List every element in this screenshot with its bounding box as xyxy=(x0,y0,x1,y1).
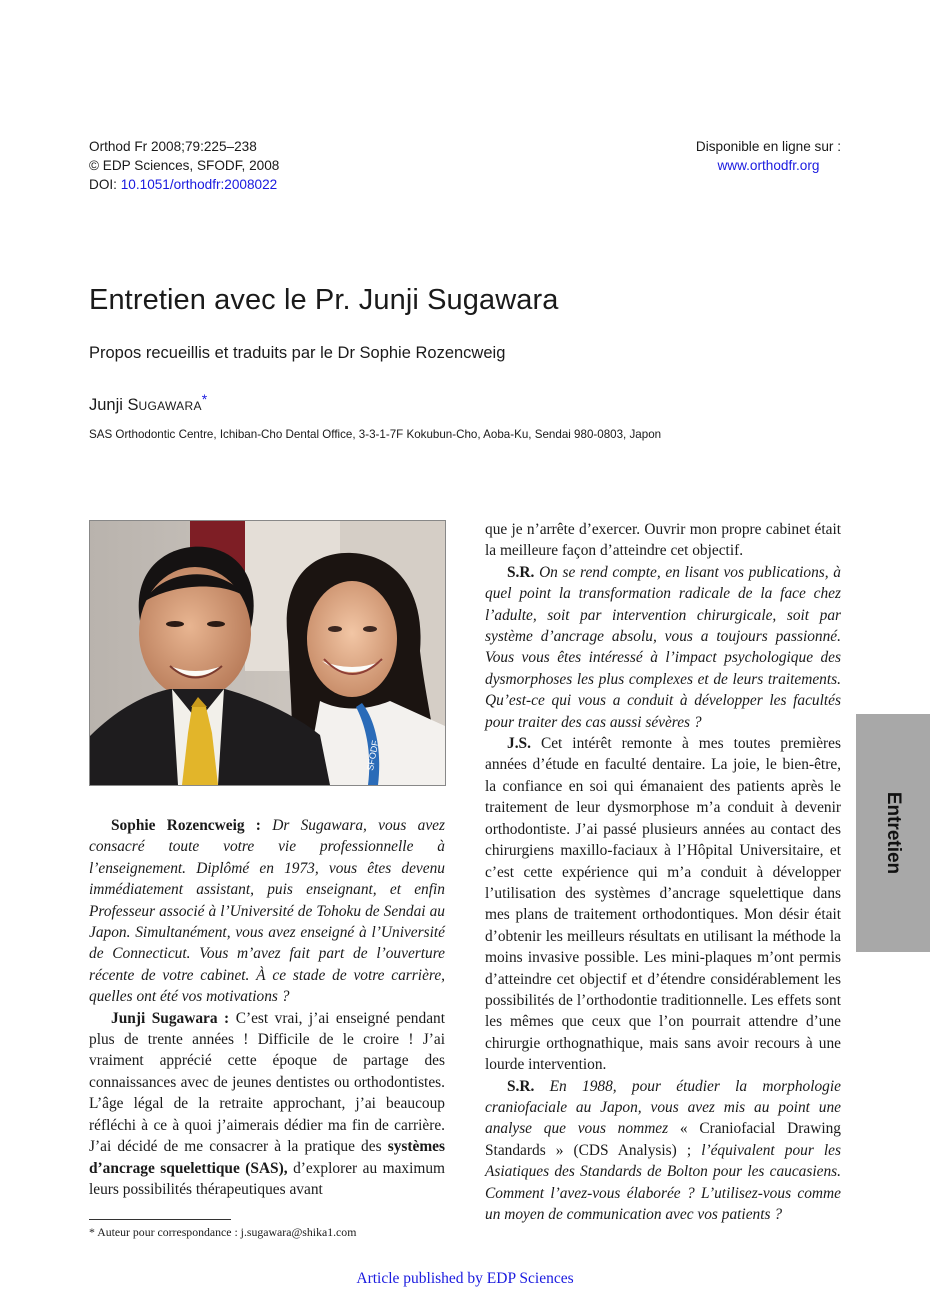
question-paragraph xyxy=(89,815,445,1008)
question-text: En 1988, pour étudier la morphologie craniofaciale au Japon, vous avez mis au point une analyse que vous nommez xyxy=(485,1077,841,1138)
side-tab-label: Entretien xyxy=(883,791,904,875)
question-text: Dr Sugawara, vous avez consacré toute votre vie professionnelle à l’enseignement. Diplômé en 1973, vous êtes devenu immédiatement assistant, puis enseignant, et enfin Professeur associé à l’Université de Tohoku de Sendai au Japon. Simultanément, vous avez enseigné à l’Université de Connecticut. Vous m’avez fait part de l’ouverture récente de votre cabinet. À ce stade de votre carrière, quelles ont été vos motivations ? xyxy=(89,817,445,1006)
online-availability xyxy=(696,137,841,175)
online-label: Disponible en ligne sur : xyxy=(695,139,841,154)
citation-block xyxy=(89,137,279,194)
author-last-name: SUGAWARA xyxy=(127,396,202,414)
lanyard-text: SFODF xyxy=(365,739,381,772)
doi-label: DOI: xyxy=(89,177,117,192)
question-text: On se rend compte, en lisant vos publications, à quel point la transformation radicale de la face chez l’adulte, soit par intervention chirurgicale, soit par système d’ancrage absolu, vous a toujours passionné. Vous vous êtes intéressé à l’impact psychologique des dysmorphoses les plus complexes et de leurs traitements. Qu’est-ce qui vous a conduit à développer les facultés pour traiter des cas aussi sévères ? xyxy=(485,563,841,731)
doi-link[interactable]: 10.1051/orthodfr:2008022 xyxy=(120,177,278,192)
right-column xyxy=(485,519,841,1225)
answer-text: Cet intérêt remonte à mes toutes premières années d’étude en faculté dentaire. La joie, le bien-être, la confiance en soi qui émanaient des patients après le traitement de leur dysmorphose m’a conduit à devenir orthodontiste. J’ai passé plusieurs années au contact des chirurgiens maxillo-faciaux à l’Hôpital Universitaire, et c’est cette expérience qui m’a conduit à développer l’utilisation des systèmes d’ancrage squelettique dans mes plans de traitement orthodontiques. Mon désir était d’obtenir les meilleurs résultats en utilisant la méthode la moins invasive possible. Les mini-plaques m’ont permis d’atteindre cet objectif et d’étendre considérablement les possibilités de l’orthodontie traditionnelle. Les effets sont les mêmes que ceux que l’on pourrait attendre d’une chirurgie orthognathique, mais sans avoir recours à une lourde intervention. xyxy=(485,735,841,1074)
speaker-label: J.S. xyxy=(507,735,531,753)
author-affiliation: SAS Orthodontic Centre, Ichiban-Cho Dental Office, 3-3-1-7F Kokubun-Cho, Aoba-Ku, Sendai 980-0803, Japon xyxy=(89,428,662,441)
author-first-name: Junji xyxy=(89,396,123,414)
answer-continuation: que je n’arrête d’exercer. Ouvrir mon propre cabinet était la meilleure façon d’atteindre cet objectif. xyxy=(485,521,841,560)
journal-citation: Orthod Fr 2008;79:225–238 xyxy=(89,139,257,154)
speaker-label: Sophie Rozencweig : xyxy=(111,817,261,834)
answer-text: d’explorer au maximum leurs possibilités thérapeutiques avant xyxy=(89,1159,446,1198)
published-by-link[interactable]: Article published by EDP Sciences xyxy=(356,1270,574,1287)
question-paragraph xyxy=(485,562,841,733)
section-side-tab xyxy=(856,714,930,952)
article-subtitle: Propos recueillis et traduits par le Dr Sophie Rozencweig xyxy=(89,344,506,362)
answer-emphasis: systèmes d’ancrage squelettique (SAS), xyxy=(89,1138,445,1177)
left-column xyxy=(89,815,445,1200)
question-plain-text: « Craniofacial Drawing Standards » (CDS Analysis) ; xyxy=(485,1120,841,1159)
speaker-label: S.R. xyxy=(507,563,535,581)
doi-line xyxy=(89,175,279,194)
question-paragraph xyxy=(485,1076,841,1226)
journal-website-link[interactable]: www.orthodfr.org xyxy=(717,158,820,173)
corresponding-author-marker[interactable]: * xyxy=(201,391,208,407)
answer-text: C’est vrai, j’ai enseigné pendant plus de trente années ! Difficile de le croire ! J’ai vraiment apprécié cette époque de partage des connaissances avec de jeunes dentistes ou orthodontistes. L’âge légal de la retraite approchant, j’ai beaucoup réfléchi à ce à quoi j’aimerais dédier ma fin de carrière. J’ai décidé de me consacrer à la pratique des xyxy=(89,1009,445,1156)
question-text: l’équivalent pour les Asiatiques des Standards de Bolton pour les caucasiens. Comment l’avez-vous élaborée ? L’utilisez-vous comme un moyen de communication avec vos patients ? xyxy=(485,1141,841,1223)
answer-paragraph xyxy=(89,1008,445,1201)
article-title: Entretien avec le Pr. Junji Sugawara xyxy=(89,284,559,316)
speaker-label: S.R. xyxy=(507,1077,535,1095)
footnote: * Auteur pour correspondance : j.sugawara@shika1.com xyxy=(89,1225,357,1239)
footnote-rule xyxy=(89,1219,231,1220)
copyright-line: © EDP Sciences, SFODF, 2008 xyxy=(89,158,280,173)
answer-paragraph xyxy=(485,733,841,1076)
speaker-label: Junji Sugawara : xyxy=(111,1009,230,1027)
author-line xyxy=(89,391,207,415)
interview-photo xyxy=(89,520,446,786)
